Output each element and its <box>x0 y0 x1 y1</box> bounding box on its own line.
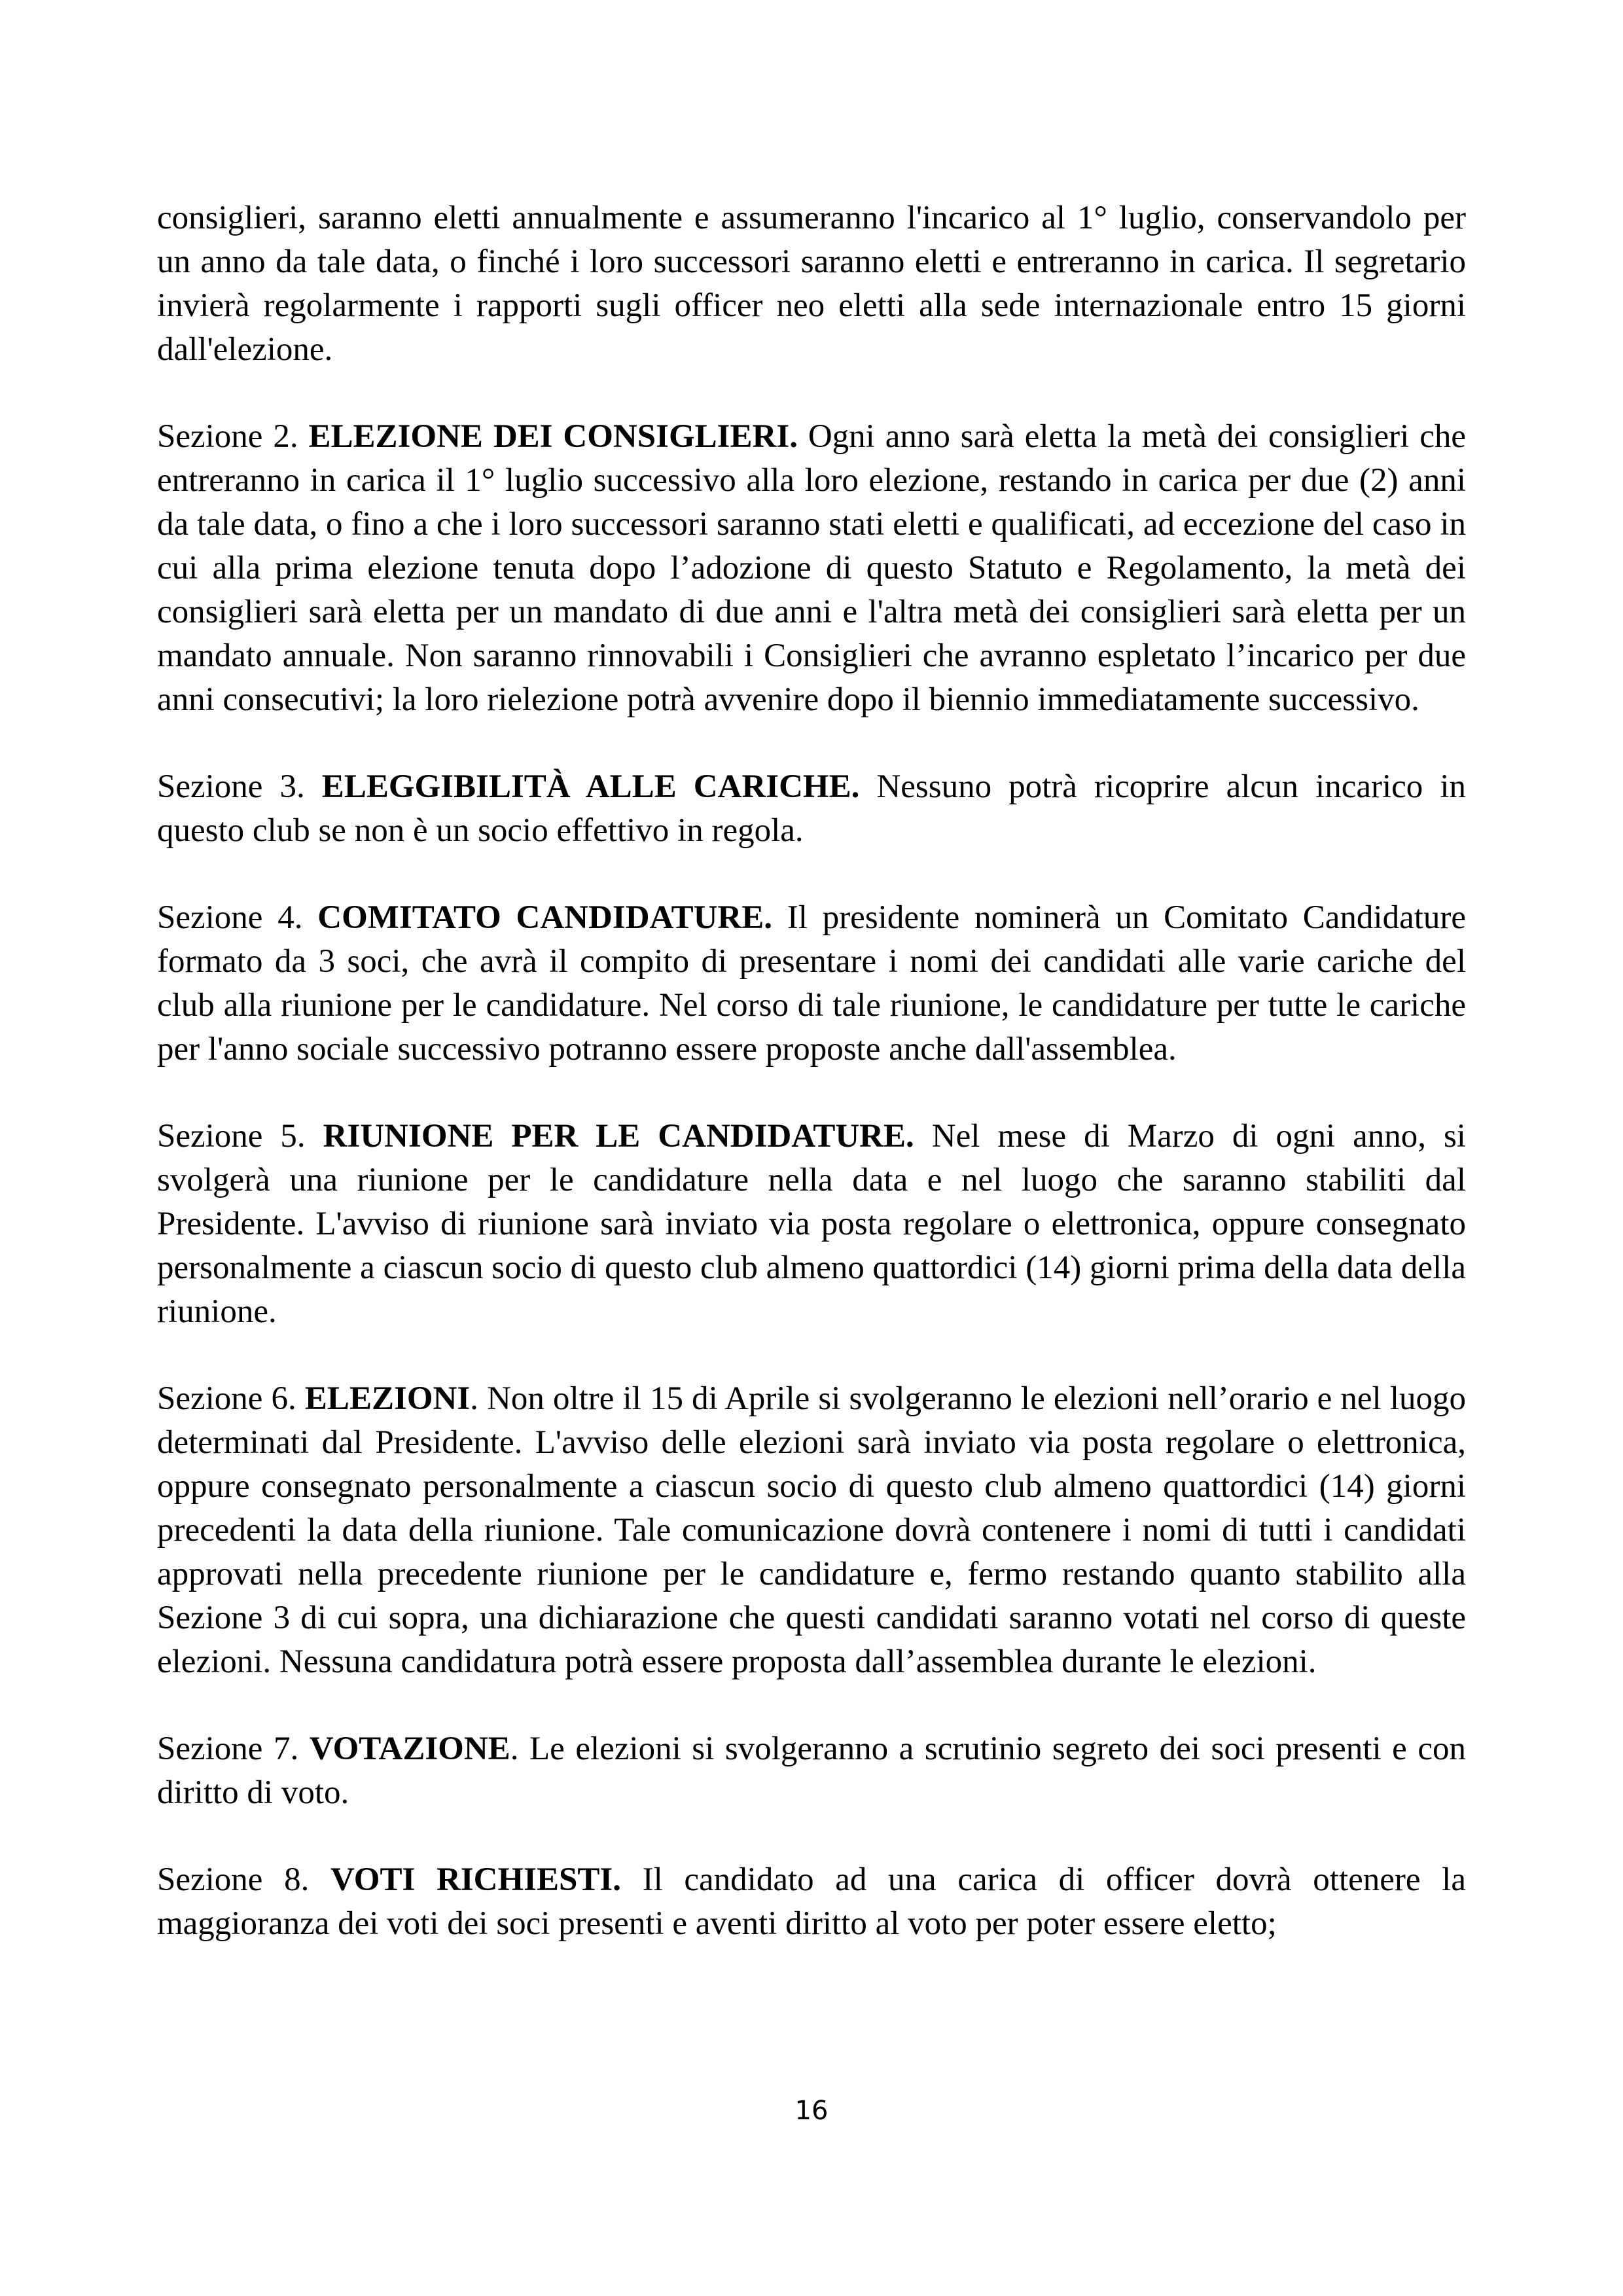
section-2-paragraph <box>157 415 1466 722</box>
section-body: . Le elezioni si svolgeranno a scrutinio segreto dei soci presenti e con diritto di voto. <box>157 1731 1466 1811</box>
section-heading: ELEZIONI <box>304 1380 471 1417</box>
section-heading: COMITATO CANDIDATURE. <box>317 899 773 936</box>
section-body: . Non oltre il 15 di Aprile si svolgeranno le elezioni nell’orario e nel luogo determinati dal Presidente. L'avviso delle elezioni sarà inviato via posta regolare o elettronica, oppure consegnato personalmente a ciascun socio di questo club almeno quattordici (14) giorni precedenti la data della riunione. Tale comunicazione dovrà contenere i nomi di tutti i candidati approvati nella precedente riunione per le candidature e, fermo restando quanto stabilito alla Sezione 3 di cui sopra, una dichiarazione che questi candidati saranno votati nel corso di queste elezioni. Nessuna candidatura potrà essere proposta dall’assemblea durante le elezioni. <box>157 1380 1466 1680</box>
section-body: Il candidato ad una carica di officer dovrà ottenere la maggioranza dei voti dei soci presenti e aventi diritto al voto per poter essere eletto; <box>157 1861 1466 1942</box>
section-body: Ogni anno sarà eletta la metà dei consiglieri che entreranno in carica il 1° luglio successivo alla loro elezione, restando in carica per due (2) anni da tale data, o fino a che i loro successori saranno stati eletti e qualificati, ad eccezione del caso in cui alla prima elezione tenuta dopo l’adozione di questo Statuto e Regolamento, la metà dei consiglieri sarà eletta per un mandato di due anni e l'altra metà dei consiglieri sarà eletta per un mandato annuale. Non saranno rinnovabili i Consiglieri che avranno espletato l’incarico per due anni consecutivi; la loro rielezione potrà avvenire dopo il biennio immediatamente successivo. <box>157 418 1466 718</box>
section-heading: VOTAZIONE <box>309 1731 510 1767</box>
document-body <box>157 196 1466 1946</box>
section-label: Sezione 8. <box>157 1861 330 1898</box>
section-label: Sezione 2. <box>157 418 309 455</box>
section-heading: VOTI RICHIESTI. <box>330 1861 621 1898</box>
section-heading: RIUNIONE PER LE CANDIDATURE. <box>323 1118 914 1155</box>
section-heading: ELEZIONE DEI CONSIGLIERI. <box>308 418 798 455</box>
section-label: Sezione 5. <box>157 1118 323 1155</box>
page-number: 16 <box>794 2096 829 2126</box>
section-8-paragraph <box>157 1858 1466 1946</box>
section-body: Nessuno potrà ricoprire alcun incarico in questo club se non è un socio effettivo in regola. <box>157 768 1467 849</box>
opening-paragraph: consiglieri, saranno eletti annualmente e assumeranno l'incarico al 1° luglio, conservandolo per un anno da tale data, o finché i loro successori saranno eletti e entreranno in carica. Il segretario invierà regolarmente i rapporti sugli officer neo eletti alla sede internazionale entro 15 giorni dall'elezione. <box>157 200 1466 368</box>
section-label: Sezione 7. <box>157 1731 310 1767</box>
section-label: Sezione 3. <box>157 768 322 805</box>
section-label: Sezione 6. <box>157 1380 305 1417</box>
section-body: Il presidente nominerà un Comitato Candidature formato da 3 soci, che avrà il compito di presentare i nomi dei candidati alle varie cariche del club alla riunione per le candidature. Nel corso di tale riunione, le candidature per tutte le cariche per l'anno sociale successivo potranno essere proposte anche dall'assemblea. <box>157 899 1467 1067</box>
section-heading: ELEGGIBILITÀ ALLE CARICHE. <box>321 768 860 805</box>
section-3-paragraph <box>157 765 1466 853</box>
section-4-paragraph <box>157 896 1466 1071</box>
section-7-paragraph <box>157 1727 1466 1815</box>
section-body: Nel mese di Marzo di ogni anno, si svolgerà una riunione per le candidature nella data e nel luogo che saranno stabiliti dal Presidente. L'avviso di riunione sarà inviato via posta regolare o elettronica, oppure consegnato personalmente a ciascun socio di questo club almeno quattordici (14) giorni prima della data della riunione. <box>157 1118 1466 1330</box>
section-6-paragraph <box>157 1377 1466 1684</box>
section-5-paragraph <box>157 1115 1466 1334</box>
section-label: Sezione 4. <box>157 899 318 936</box>
